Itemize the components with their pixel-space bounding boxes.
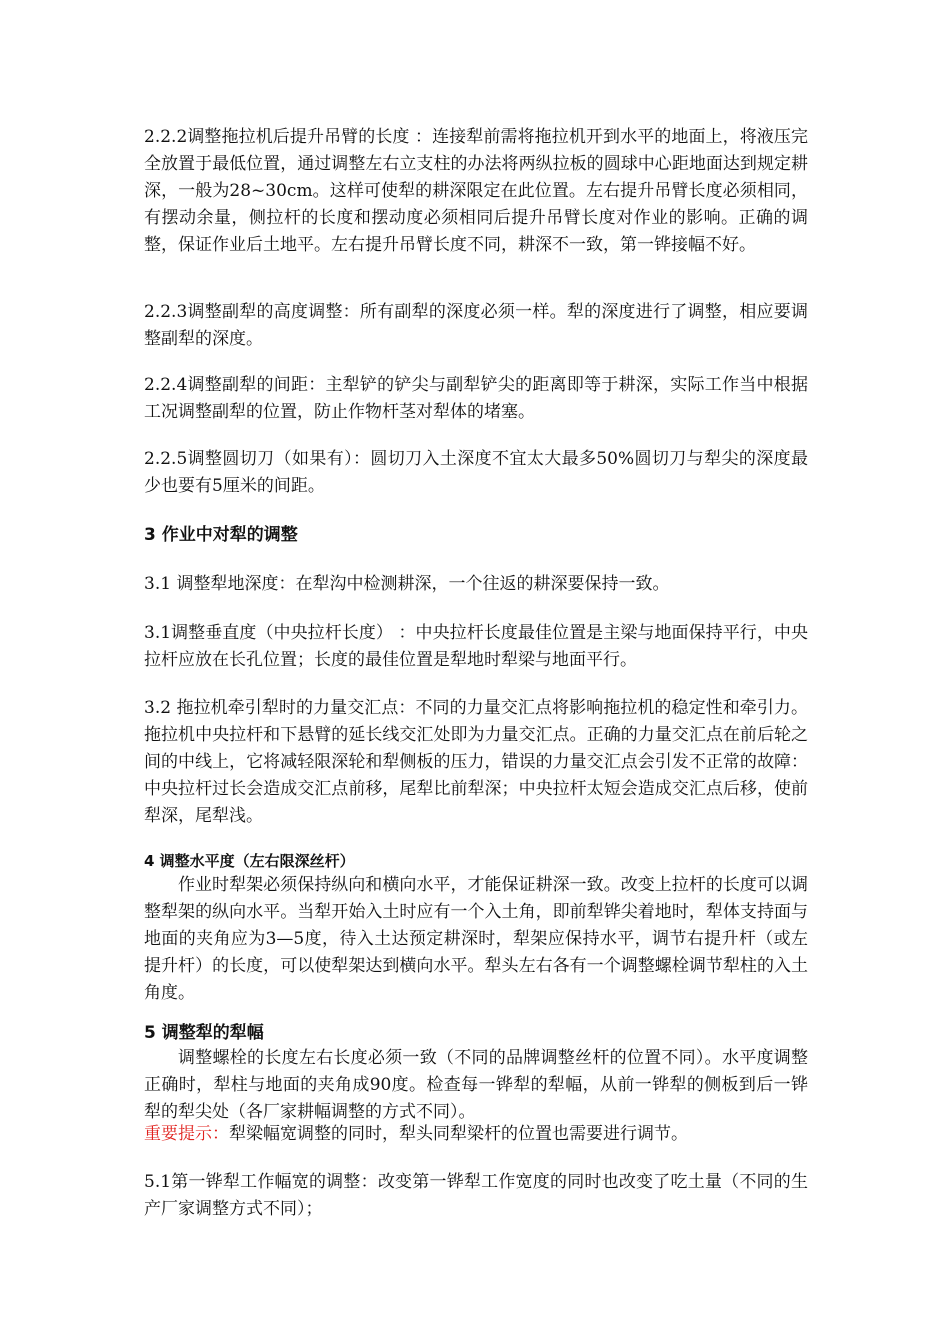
paragraph-3-2: 3.2 拖拉机牵引犁时的力量交汇点：不同的力量交汇点将影响拖拉机的稳定性和牵引力。拖拉机中央拉杆和下悬臂的延长线交汇处即为力量交汇点。正确的力量交汇点在前后轮之间的中线上，它将减轻限深轮和犁侧板的压力，错误的力量交汇点会引发不正常的故障：中央拉杆过长会造成交汇点前移，尾犁比前犁深；中央拉杆太短会造成交汇点后移，使前犁深，尾犁浅。 xyxy=(144,698,808,826)
paragraph-section-5: 调整螺栓的长度左右长度必须一致（不同的品牌调整丝杆的位置不同）。水平度调整正确时，犁柱与地面的夹角成90度。检查每一铧犁的犁幅，从前一铧犁的侧板到后一铧犁的犁尖处（各厂家耕幅调整的方式不同）。 xyxy=(144,1048,808,1122)
paragraph-3-1-depth: 3.1 调整犁地深度：在犁沟中检测耕深，一个往返的耕深要保持一致。 xyxy=(144,574,670,594)
heading-section-3: 3 作业中对犁的调整 xyxy=(144,525,298,545)
heading-section-5: 5 调整犁的犁幅 xyxy=(144,1023,264,1043)
important-note-text: 犁梁幅宽调整的同时，犁头同犁梁杆的位置也需要进行调节。 xyxy=(229,1124,688,1144)
important-note-label: 重要提示： xyxy=(144,1124,229,1144)
paragraph-3-1-vertical: 3.1调整垂直度（中央拉杆长度） ：中央拉杆长度最佳位置是主梁与地面保持平行，中央拉杆应放在长孔位置；长度的最佳位置是犁地时犁梁与地面平行。 xyxy=(144,623,808,670)
paragraph-2-2-2: 2.2.2调整拖拉机后提升吊臂的长度 ：连接犁前需将拖拉机开到水平的地面上，将液压完全放置于最低位置，通过调整左右立支柱的办法将两纵拉板的圆球中心距地面达到规定耕深，一般为28~30cm。这样可使犁的耕深限定在此位置。左右提升吊臂长度必须相同，有摆动余量，侧拉杆的长度和摆动度必须相同后提升吊臂长度对作业的影响。正确的调整，保证作业后土地平。左右提升吊臂长度不同，耕深不一致，第一铧接幅不好。 xyxy=(144,127,808,255)
paragraph-section-4: 作业时犁架必须保持纵向和横向水平，才能保证耕深一致。改变上拉杆的长度可以调整犁架的纵向水平。当犁开始入土时应有一个入土角，即前犁铧尖着地时，犁体支持面与地面的夹角应为3—5度，待入土达预定耕深时，犁架应保持水平，调节右提升杆（或左提升杆）的长度，可以使犁架达到横向水平。犁头左右各有一个调整螺栓调节犁柱的入土角度。 xyxy=(144,875,808,1003)
heading-section-4: 4 调整水平度（左右限深丝杆） xyxy=(144,852,355,870)
paragraph-2-2-3: 2.2.3调整副犁的高度调整：所有副犁的深度必须一样。犁的深度进行了调整，相应要调整副犁的深度。 xyxy=(144,302,808,349)
paragraph-5-1: 5.1第一铧犁工作幅宽的调整：改变第一铧犁工作宽度的同时也改变了吃土量（不同的生产厂家调整方式不同）； xyxy=(144,1172,808,1219)
paragraph-2-2-4: 2.2.4调整副犁的间距：主犁铲的铲尖与副犁铲尖的距离即等于耕深，实际工作当中根据工况调整副犁的位置，防止作物杆茎对犁体的堵塞。 xyxy=(144,375,808,422)
paragraph-2-2-5: 2.2.5调整圆切刀（如果有）：圆切刀入土深度不宜太大最多50%圆切刀与犁尖的深度最少也要有5厘米的间距。 xyxy=(144,449,808,496)
important-note xyxy=(144,1121,808,1148)
